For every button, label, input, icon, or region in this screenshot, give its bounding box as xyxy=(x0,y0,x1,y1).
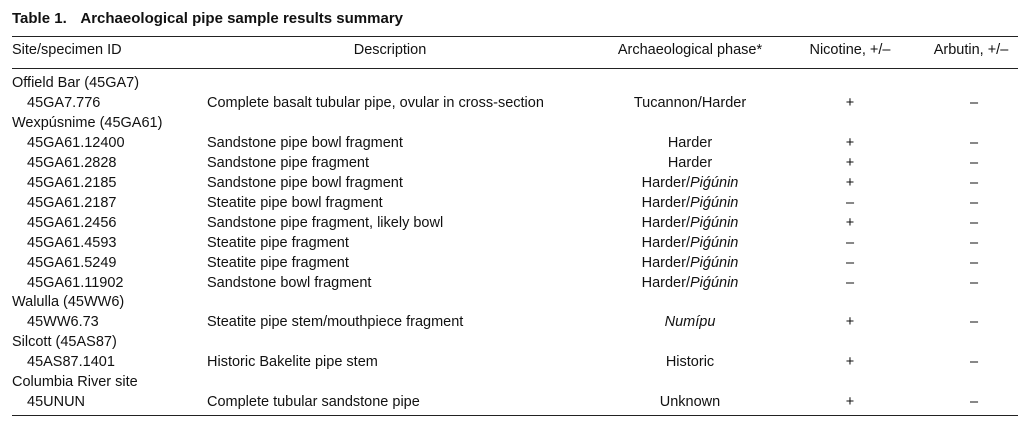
header-description: Description xyxy=(353,42,427,58)
arbutin-result: – xyxy=(969,234,979,251)
phase-italic: Piǵúnin xyxy=(689,234,739,251)
phase-primary: Unknown xyxy=(659,394,721,411)
table-row xyxy=(0,93,1027,113)
specimen-description: Sandstone pipe fragment, likely bowl xyxy=(207,214,444,231)
header-site: Site/specimen ID xyxy=(12,42,122,58)
phase-primary: Harder/ xyxy=(641,274,690,291)
archaeological-phase xyxy=(590,173,790,193)
specimen-id: 45GA61.12400 xyxy=(27,134,125,151)
phase-italic: Piǵúnin xyxy=(689,214,739,231)
table-row xyxy=(0,133,1027,153)
phase-primary: Harder/ xyxy=(641,194,690,211)
nicotine-result: + xyxy=(845,314,855,331)
archaeological-phase xyxy=(590,233,790,253)
arbutin-result: – xyxy=(969,154,979,171)
table-row xyxy=(0,233,1027,253)
archaeological-phase xyxy=(590,392,790,412)
nicotine-result: – xyxy=(845,194,855,211)
phase-primary: Historic xyxy=(665,354,715,371)
archaeological-phase xyxy=(590,93,790,113)
specimen-description: Complete basalt tubular pipe, ovular in cross-section xyxy=(207,94,544,111)
header-nicotine: Nicotine, +/– xyxy=(809,42,891,58)
arbutin-result: – xyxy=(969,134,979,151)
specimen-description: Historic Bakelite pipe stem xyxy=(207,354,378,371)
table-header xyxy=(0,40,1027,60)
phase-primary: Harder/ xyxy=(641,214,690,231)
phase-primary: Harder xyxy=(667,154,713,171)
arbutin-result: – xyxy=(969,194,979,211)
site-name: Offield Bar (45GA7) xyxy=(12,75,140,91)
phase-primary: Harder/ xyxy=(641,174,690,191)
table-row xyxy=(0,173,1027,193)
archaeological-phase xyxy=(590,193,790,213)
nicotine-result: + xyxy=(845,214,855,231)
site-group-row xyxy=(0,372,1027,392)
table-label: Table 1. xyxy=(12,10,67,27)
table-row xyxy=(0,213,1027,233)
site-group-row xyxy=(0,332,1027,352)
specimen-description: Steatite pipe bowl fragment xyxy=(207,194,383,211)
specimen-id: 45GA61.4593 xyxy=(27,234,117,251)
table-row xyxy=(0,193,1027,213)
nicotine-result: + xyxy=(845,174,855,191)
table-row xyxy=(0,392,1027,412)
top-rule xyxy=(12,36,1018,37)
site-group-row xyxy=(0,113,1027,133)
specimen-description: Sandstone pipe bowl fragment xyxy=(207,174,403,191)
archaeological-phase xyxy=(590,153,790,173)
table-row xyxy=(0,273,1027,293)
site-name: Columbia River site xyxy=(12,374,138,391)
nicotine-result: + xyxy=(845,134,855,151)
specimen-description: Steatite pipe stem/mouthpiece fragment xyxy=(207,314,464,331)
nicotine-result: + xyxy=(845,394,855,411)
arbutin-result: – xyxy=(969,314,979,331)
nicotine-result: – xyxy=(845,234,855,251)
phase-primary: Tucannon/Harder xyxy=(633,94,747,111)
site-group-row xyxy=(0,73,1027,93)
arbutin-result: – xyxy=(969,394,979,411)
specimen-id: 45AS87.1401 xyxy=(27,354,115,371)
specimen-id: 45GA61.2185 xyxy=(27,174,117,191)
table-caption xyxy=(12,10,403,27)
archaeological-phase xyxy=(590,253,790,273)
table-title: Archaeological pipe sample results summary xyxy=(80,10,403,27)
specimen-id: 45GA61.5249 xyxy=(27,254,117,271)
specimen-description: Complete tubular sandstone pipe xyxy=(207,394,420,411)
phase-primary: Harder/ xyxy=(641,234,690,251)
specimen-description: Sandstone bowl fragment xyxy=(207,274,372,291)
phase-italic: Numípu xyxy=(664,314,716,331)
arbutin-result: – xyxy=(969,94,979,111)
arbutin-result: – xyxy=(969,214,979,231)
specimen-id: 45GA61.2828 xyxy=(27,154,117,171)
archaeological-phase xyxy=(590,312,790,332)
specimen-id: 45GA7.776 xyxy=(27,94,101,111)
site-name: Silcott (45AS87) xyxy=(12,334,117,351)
table-row xyxy=(0,253,1027,273)
phase-italic: Piǵúnin xyxy=(689,194,739,211)
header-rule xyxy=(12,68,1018,69)
nicotine-result: + xyxy=(845,154,855,171)
phase-italic: Piǵúnin xyxy=(689,254,739,271)
site-group-row xyxy=(0,292,1027,312)
header-arbutin: Arbutin, +/– xyxy=(933,42,1009,58)
table-row xyxy=(0,352,1027,372)
phase-primary: Harder xyxy=(667,134,713,151)
specimen-id: 45GA61.2187 xyxy=(27,194,117,211)
nicotine-result: + xyxy=(845,354,855,371)
phase-italic: Piǵúnin xyxy=(689,274,739,291)
archaeological-phase xyxy=(590,133,790,153)
bottom-rule xyxy=(12,415,1018,416)
phase-italic: Piǵúnin xyxy=(689,174,739,191)
table-row xyxy=(0,312,1027,332)
nicotine-result: – xyxy=(845,254,855,271)
archaeological-phase xyxy=(590,213,790,233)
site-name: Wexpúsnime (45GA61) xyxy=(12,114,163,131)
specimen-id: 45GA61.11902 xyxy=(27,274,124,291)
archaeological-phase xyxy=(590,352,790,372)
specimen-description: Sandstone pipe fragment xyxy=(207,154,370,171)
specimen-id: 45UNUN xyxy=(27,394,86,411)
nicotine-result: + xyxy=(845,94,855,111)
arbutin-result: – xyxy=(969,274,979,291)
arbutin-result: – xyxy=(969,174,979,191)
phase-primary: Harder/ xyxy=(641,254,690,271)
nicotine-result: – xyxy=(845,274,855,291)
specimen-description: Steatite pipe fragment xyxy=(207,234,349,251)
specimen-description: Sandstone pipe bowl fragment xyxy=(207,134,403,151)
specimen-id: 45WW6.73 xyxy=(27,314,99,331)
header-phase: Archaeological phase* xyxy=(617,42,763,58)
table-row xyxy=(0,153,1027,173)
arbutin-result: – xyxy=(969,354,979,371)
specimen-description: Steatite pipe fragment xyxy=(207,254,349,271)
site-name: Walulla (45WW6) xyxy=(12,294,125,311)
specimen-id: 45GA61.2456 xyxy=(27,214,117,231)
archaeological-phase xyxy=(590,273,790,293)
arbutin-result: – xyxy=(969,254,979,271)
